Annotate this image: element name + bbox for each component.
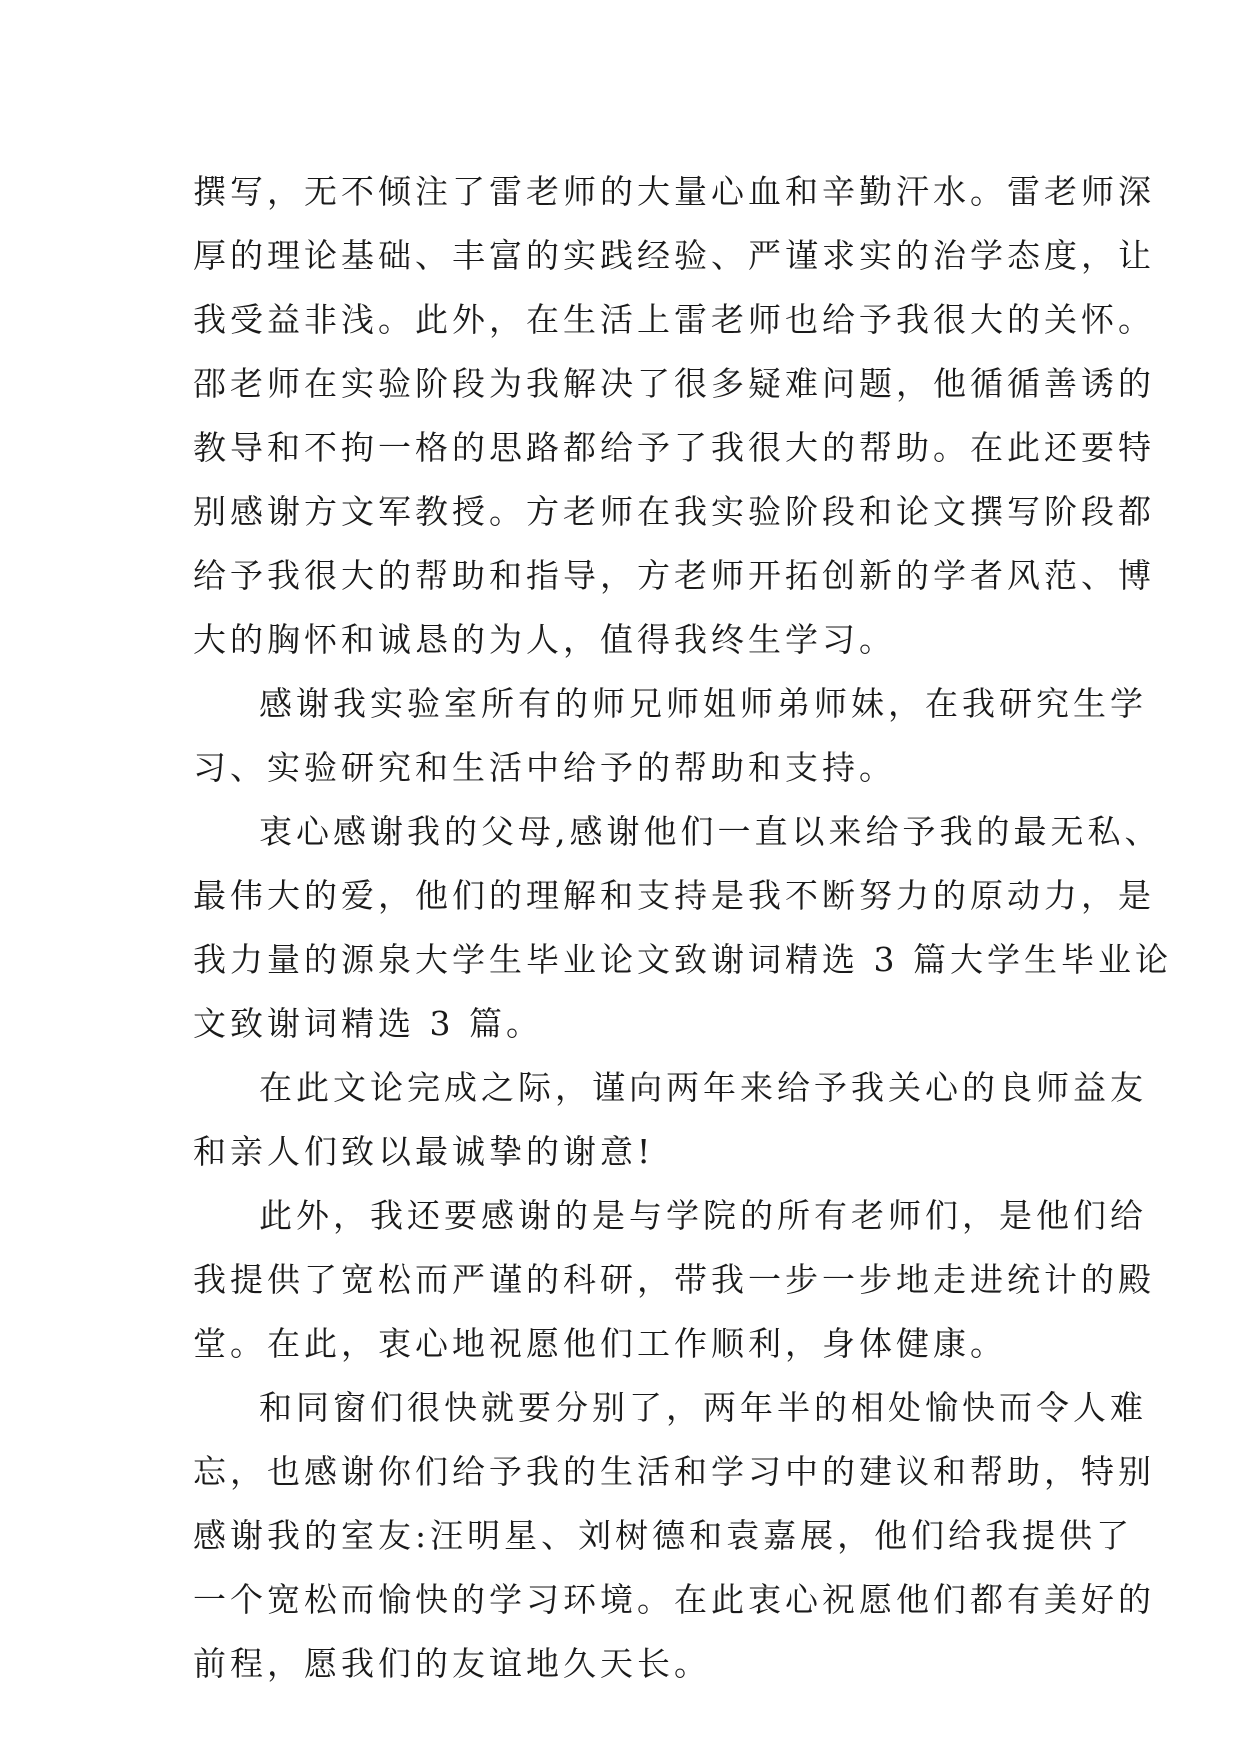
paragraph-2 bbox=[193, 672, 1147, 800]
text-line: 大的胸怀和诚恳的为人，值得我终生学习。 bbox=[193, 620, 896, 659]
text-line: 忘，也感谢你们给予我的生活和学习中的建议和帮助，特别 bbox=[193, 1452, 1155, 1491]
text-line: 此外，我还要感谢的是与学院的所有老师们，是他们给 bbox=[259, 1196, 1147, 1235]
text-line: 给予我很大的帮助和指导，方老师开拓创新的学者风范、博 bbox=[193, 556, 1155, 595]
text-line: 习、实验研究和生活中给予的帮助和支持。 bbox=[193, 748, 896, 787]
text-line: 厚的理论基础、丰富的实践经验、严谨求实的治学态度，让 bbox=[193, 236, 1155, 275]
text-line: 别感谢方文军教授。方老师在我实验阶段和论文撰写阶段都 bbox=[193, 492, 1155, 531]
text-line: 衷心感谢我的父母,感谢他们一直以来给予我的最无私、 bbox=[259, 812, 1162, 851]
text-line: 在此文论完成之际，谨向两年来给予我关心的良师益友 bbox=[259, 1068, 1147, 1107]
text-line: 一个宽松而愉快的学习环境。在此衷心祝愿他们都有美好的 bbox=[193, 1580, 1155, 1619]
text-line: 前程，愿我们的友谊地久天长。 bbox=[193, 1644, 711, 1683]
text-line: 和同窗们很快就要分别了，两年半的相处愉快而令人难 bbox=[259, 1388, 1147, 1427]
text-line: 堂。在此，衷心地祝愿他们工作顺利，身体健康。 bbox=[193, 1324, 1007, 1363]
paragraph-3 bbox=[193, 800, 1172, 1056]
paragraph-6 bbox=[193, 1376, 1155, 1696]
text-line: 邵老师在实验阶段为我解决了很多疑难问题，他循循善诱的 bbox=[193, 364, 1155, 403]
paragraph-1 bbox=[193, 160, 1155, 672]
text-line: 教导和不拘一格的思路都给予了我很大的帮助。在此还要特 bbox=[193, 428, 1155, 467]
text-line: 感谢我的室友:汪明星、刘树德和袁嘉展，他们给我提供了 bbox=[193, 1516, 1134, 1555]
paragraph-5 bbox=[193, 1184, 1155, 1376]
text-line: 和亲人们致以最诚挚的谢意! bbox=[193, 1132, 655, 1171]
text-line: 撰写，无不倾注了雷老师的大量心血和辛勤汗水。雷老师深 bbox=[193, 172, 1155, 211]
text-line: 我受益非浅。此外，在生活上雷老师也给予我很大的关怀。 bbox=[193, 300, 1155, 339]
document-body bbox=[193, 160, 1172, 1696]
text-line: 最伟大的爱，他们的理解和支持是我不断努力的原动力，是 bbox=[193, 876, 1155, 915]
text-line: 我提供了宽松而严谨的科研，带我一步一步地走进统计的殿 bbox=[193, 1260, 1155, 1299]
text-line: 感谢我实验室所有的师兄师姐师弟师妹，在我研究生学 bbox=[259, 684, 1147, 723]
paragraph-4 bbox=[193, 1056, 1147, 1184]
text-line: 文致谢词精选 3 篇。 bbox=[193, 1004, 543, 1043]
text-line: 我力量的源泉大学生毕业论文致谢词精选 3 篇大学生毕业论 bbox=[193, 940, 1172, 979]
